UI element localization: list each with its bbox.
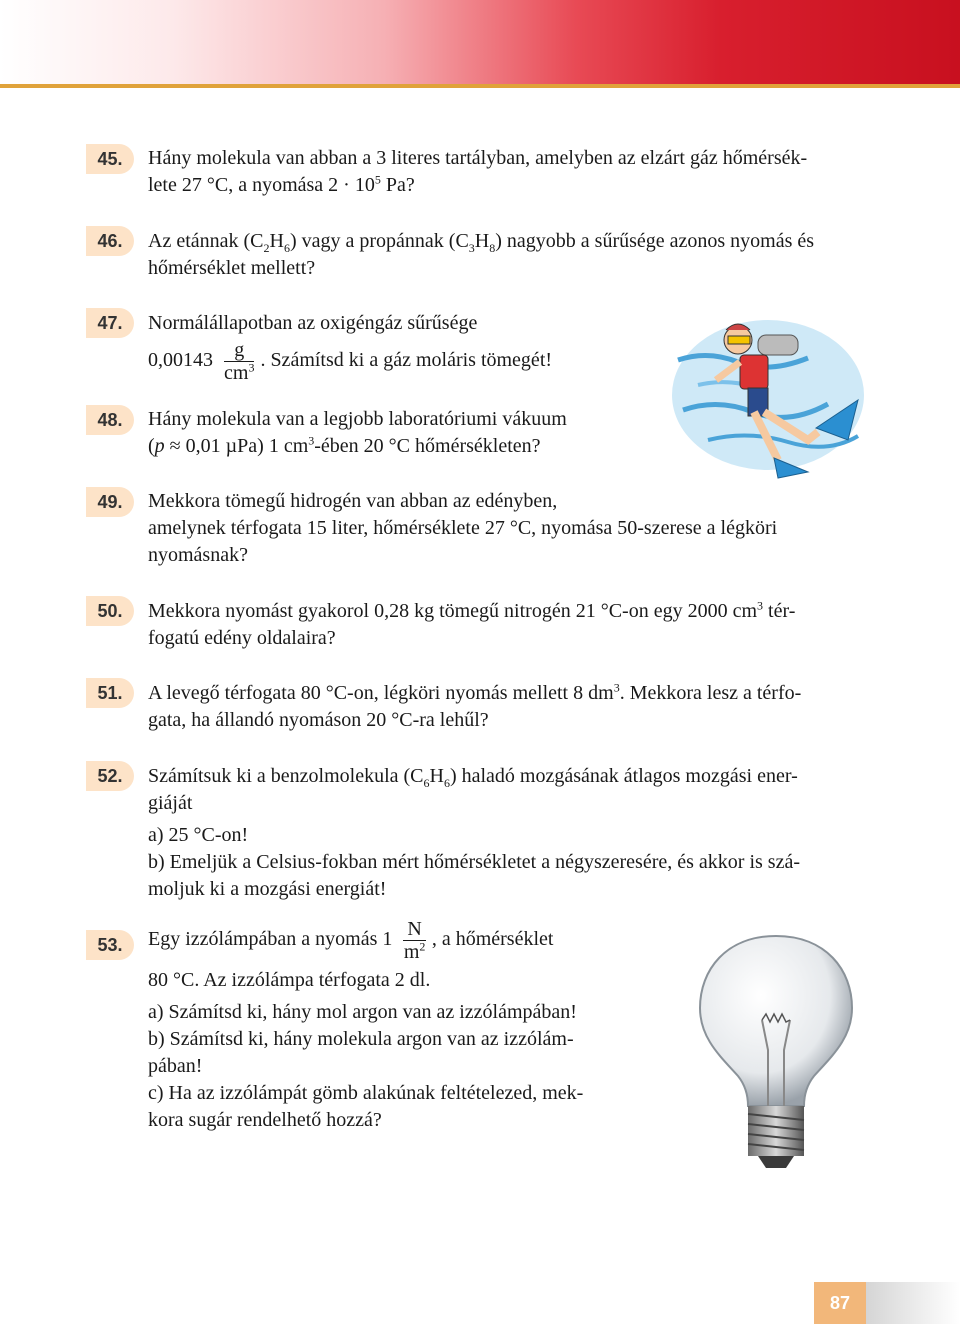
- problem-text: [148, 918, 628, 1134]
- text-line: Mekkora nyomást gyakorol 0,28 kg tömegű nitrogén 21 °C-on egy 2000 $cm^3$ tér-: [148, 598, 796, 622]
- text-line: hőmérséklet mellett?: [148, 257, 316, 279]
- text-line: giáját: [148, 792, 193, 814]
- text-line: a) 25 °C-on!: [148, 824, 249, 846]
- problem-number: 46.: [86, 226, 134, 256]
- problem-text: [148, 406, 628, 460]
- page-number-bar: [866, 1282, 960, 1324]
- problem-number: 53.: [86, 930, 134, 960]
- text-line: kora sugár rendelhető hozzá?: [148, 1109, 382, 1131]
- text-line: b) Emeljük a Celsius-fokban mért hőmérsékletet a négyszeresére, és akkor is szá-: [148, 851, 800, 873]
- text-line: gata, ha állandó nyomáson 20 °C-ra lehűl?: [148, 709, 489, 731]
- text-line: pában!: [148, 1055, 203, 1077]
- problem-text: [148, 488, 876, 569]
- text-line: Az etánnak $(C_2H_6)$ vagy a propánnak $(C_3H_8)$ nagyobb a sűrűsége azonos nyomás és: [148, 230, 815, 255]
- fraction: $\frac{g}{cm^3}$: [224, 339, 255, 384]
- header-divider: [0, 84, 960, 88]
- diver-illustration: [668, 300, 868, 480]
- problem-number: 45.: [86, 144, 134, 174]
- text-line: amelynek térfogata 15 liter, hőmérséklete 27 °C, nyomása 50-szerese a légköri: [148, 517, 778, 539]
- text-line: Hány molekula van a legjobb laboratóriumi vákuum: [148, 408, 567, 430]
- page-number: 87: [814, 1282, 866, 1324]
- text-line: 80 °C. Az izzólámpa térfogata 2 dl.: [148, 969, 431, 991]
- text-line: Mekkora tömegű hidrogén van abban az edényben,: [148, 490, 558, 512]
- problem-text: [148, 310, 588, 384]
- text-line: Normálállapotban az oxigéngáz sűrűsége: [148, 312, 478, 334]
- text-line: a) Számítsd ki, hány mol argon van az izzólámpában!: [148, 1001, 577, 1023]
- text-line: 0,00143 $\frac{g}{cm^3}$ . Számítsd ki a gáz moláris tömegét!: [148, 339, 553, 384]
- problem-number: 50.: [86, 596, 134, 626]
- text-line: nyomásnak?: [148, 544, 248, 566]
- text-line: (p ≈ 0,01 µPa) 1 $cm^3$-ében 20 °C hőmérsékleten?: [148, 433, 541, 457]
- problem-text: [148, 145, 876, 199]
- problem-number: 51.: [86, 678, 134, 708]
- text-line: lete 27 °C, a nyomása $2 \cdot 10^5$ Pa?: [148, 172, 415, 196]
- text-line: fogatú edény oldalaira?: [148, 627, 336, 649]
- problem-number: 52.: [86, 761, 134, 791]
- problem-text: [148, 598, 876, 652]
- text-line: moljuk ki a mozgási energiát!: [148, 878, 387, 900]
- text-line: Egy izzólámpában a nyomás 1 $\frac{N}{m^2}$ , a hőmérséklet: [148, 918, 554, 963]
- problem-text: [148, 763, 876, 903]
- text-line: c) Ha az izzólámpát gömb alakúnak feltételezed, mek-: [148, 1082, 584, 1104]
- problem-number: 49.: [86, 487, 134, 517]
- fraction: $\frac{N}{m^2}$: [403, 918, 426, 963]
- text-line: Számítsuk ki a benzolmolekula $(C_6H_6)$ haladó mozgásának átlagos mozgási ener-: [148, 765, 798, 790]
- text-line: b) Számítsd ki, hány molekula argon van az izzólám-: [148, 1028, 574, 1050]
- problem-text: [148, 680, 876, 734]
- text-line: A levegő térfogata 80 °C-on, légköri nyomás mellett 8 $dm^3$. Mekkora lesz a térfo-: [148, 680, 802, 704]
- problem-number: 48.: [86, 405, 134, 435]
- header-banner: [0, 0, 960, 86]
- light-bulb-illustration: [696, 930, 856, 1170]
- text-line: Hány molekula van abban a 3 literes tartályban, amelyben az elzárt gáz hőmérsék-: [148, 147, 808, 169]
- problem-text: [148, 228, 876, 282]
- problem-number: 47.: [86, 308, 134, 338]
